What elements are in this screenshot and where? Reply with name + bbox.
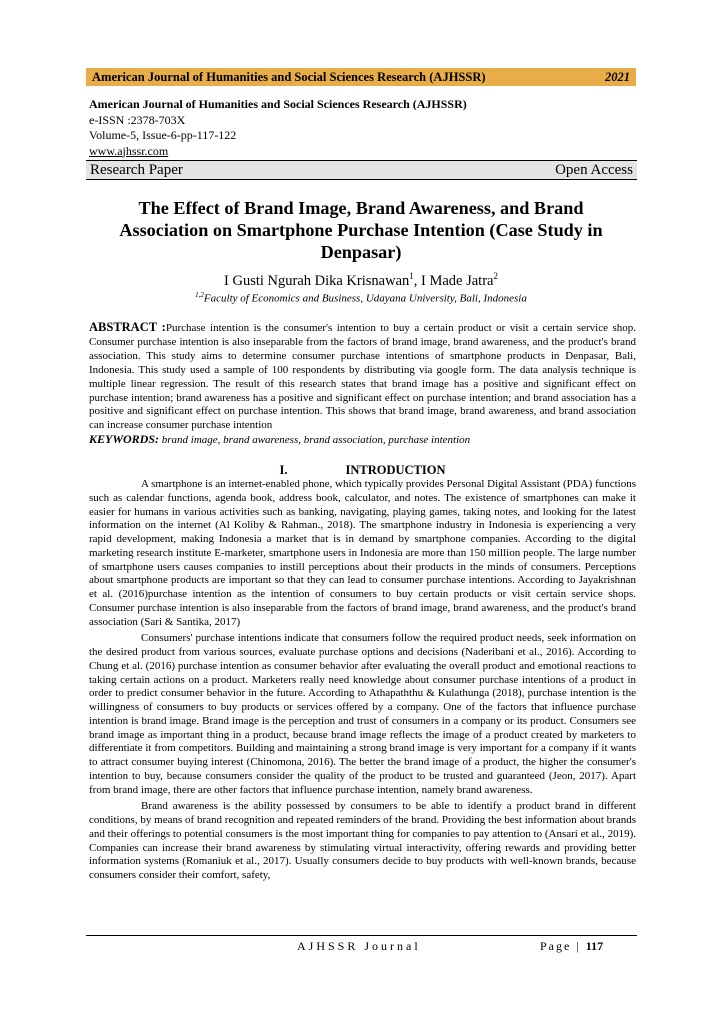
banner-year: 2021 xyxy=(605,69,630,84)
section-number: I. xyxy=(279,463,288,477)
paper-type-bar xyxy=(86,160,637,180)
paragraph: A smartphone is an internet-enabled phone, which typically provides Personal Digital Assistant (PDA) functions such as calendar functions, agenda book, address book, calculator, and notes. The existence of smartphones can make it easier for humans in various activities such as banking, navigating, playing games, taking notes, and looking for the latest information on the internet (Al Koliby & Rahman., 2018). The smartphone industry in Indonesia is experiencing a very rapid development, making Indonesia a market that is in demand by smartphone companies. According to the digital marketing research institute E-marketer, smartphone users in Indonesia are more than 150 million people. The large number of smartphone users causes companies to instill perceptions about their products in the minds of consumers. Perceptions about smartphone products are important so that they can lead to consumer purchase intentions. According to Jayakrishnan et al. (2016)purchase intention as the intention of consumers to buy certain products or visit certain service shops. Consumer purchase intention is also inseparable from the factors of brand image, brand awareness, and the product's brand association (Sari & Santika, 2017) xyxy=(89,478,636,628)
affiliation-text: Faculty of Economics and Business, Udayana University, Bali, Indonesia xyxy=(203,292,527,305)
journal-banner xyxy=(86,68,636,86)
meta-website-link[interactable]: www.ajhssr.com xyxy=(89,143,169,158)
affiliation xyxy=(96,291,626,305)
abstract xyxy=(89,321,636,448)
author-2-sup: 2 xyxy=(493,271,498,281)
author-2: I Made Jatra xyxy=(421,272,494,289)
author-separator: , xyxy=(413,272,422,289)
section-heading xyxy=(89,463,636,478)
paragraph: Brand awareness is the ability possessed by consumers to be able to identify a product brand in different conditions, by means of brand recognition and repeated reminders of the brand. Providing the best information about brands and their offerings to potential consumers is the most important thing for companies to pay attention to (Ansari et al., 2019). Companies can increase their brand awareness by stimulating virtual interactivity, offering rewards and providing better information systems (Romaniuk et al., 2017). Usually consumers decide to buy products with well-known brands, because consumers consider their comfort, safety, xyxy=(89,800,636,881)
footer-journal: AJHSSR Journal xyxy=(297,939,421,953)
keywords xyxy=(89,433,636,448)
keywords-text: brand image, brand awareness, brand association, purchase intention xyxy=(159,434,471,447)
paper-title: The Effect of Brand Image, Brand Awareness, and Brand Association on Smartphone Purchase Intention (Case Study in Denpasar) xyxy=(119,198,603,262)
section-title: INTRODUCTION xyxy=(345,463,446,477)
affiliation-sup: 1,2 xyxy=(195,291,204,299)
banner-title: American Journal of Humanities and Social Sciences Research (AJHSSR) xyxy=(92,69,486,84)
journal-meta xyxy=(89,97,467,159)
author-1: I Gusti Ngurah Dika Krisnawan xyxy=(224,272,410,289)
body-text xyxy=(89,478,636,886)
footer-page-number: 117 xyxy=(585,939,604,953)
footer-rule xyxy=(86,935,637,936)
footer-page xyxy=(540,939,603,954)
keywords-label: KEYWORDS: xyxy=(89,432,160,447)
paper-type: Research Paper xyxy=(90,161,183,178)
author-1-sup: 1 xyxy=(409,271,414,281)
meta-volume: Volume-5, Issue-6-pp-117-122 xyxy=(89,128,237,142)
footer-page-label: Page | xyxy=(540,939,586,953)
abstract-label: ABSTRACT : xyxy=(89,320,166,334)
author-line xyxy=(96,271,626,290)
meta-journal-name: American Journal of Humanities and Social Sciences Research (AJHSSR) xyxy=(89,97,467,111)
abstract-text: Purchase intention is the consumer's intention to buy a certain product or visit a certain service shop. Consumer purchase intention is also inseparable from the factors of brand image, brand awareness, and the product's brand association. This study aims to determine consumer purchase intentions of smartphone products in Denpasar, Bali, Indonesia. This study used a sample of 100 respondents by distributing via google form. The data analysis technique is multiple linear regression. The result of this research states that brand image has a positive and significant effect on purchase intention; brand awareness has a positive and significant effect on purchase intention; and brand association has a positive and significant effect on purchase intention. This shows that brand image, brand awareness, and brand association can increase consumer purchase intention xyxy=(89,322,636,432)
access-type: Open Access xyxy=(555,161,633,178)
meta-issn: e-ISSN :2378-703X xyxy=(89,112,186,127)
paragraph: Consumers' purchase intentions indicate that consumers follow the required product needs, seek information on the desired product from various sources, evaluate purchase options and decisions (Naderibani et al., 2016). According to Chung et al. (2016) purchase intention as consumer behavior after evaluating the overall product and emotional reactions to taking certain actions on a product. Marketers really need knowledge about consumer purchase intentions of a product in order to predict consumer behavior in the future. According to Athapaththu & Kulathunga (2018), purchase intention is the willingness of consumers to buy products or services offered by a company. One of the factors that influence purchase intention is brand image. Brand image is the perception and trust of consumers in a company or its product. Consumers see brand image as important thing in a product, because brand image reflects the image of a product created by marketers to differentiate it from competitors. Building and maintaining a strong brand image is very important for a company if it wants to attract consumer buying interest (Chinomona, 2016). The better the brand image of a product, the higher the consumer's intention to buy, because consumers consider the quality of the product to be trusted and guaranteed (Jeon, 2017). Apart from brand image, there are other factors that influence purchase intention, namely brand awareness. xyxy=(89,632,636,796)
